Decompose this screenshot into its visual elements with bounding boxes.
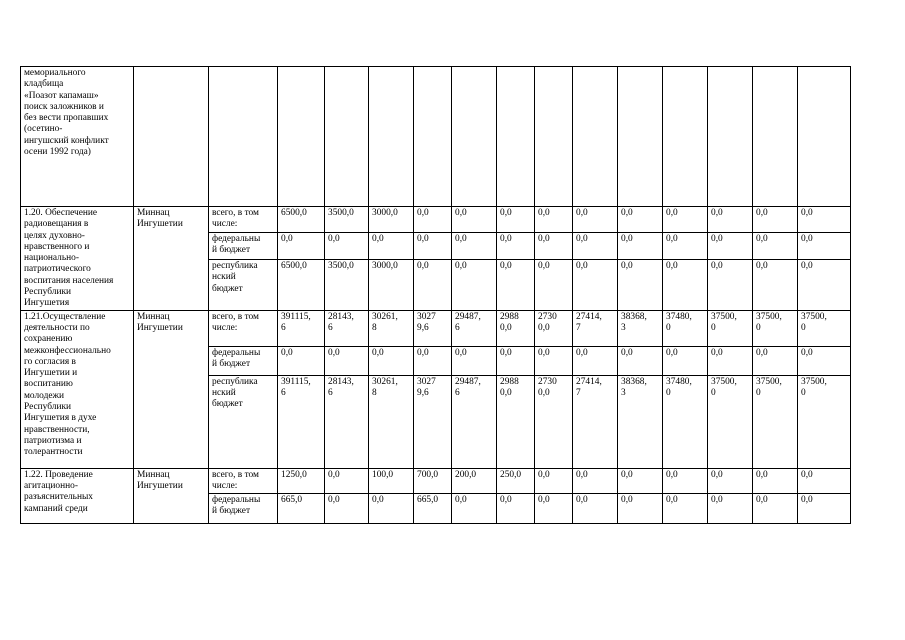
value-cell: 3500,0 — [325, 260, 369, 310]
budget-table — [20, 66, 851, 524]
value-cell: 0,0 — [535, 346, 573, 375]
executor-cell: Миннац Ингушетии — [134, 310, 209, 468]
value-cell: 29487, 6 — [452, 375, 497, 468]
value-cell: 29487, 6 — [452, 310, 497, 346]
value-cell — [369, 67, 414, 207]
value-cell: 28143, 6 — [325, 375, 369, 468]
value-cell: 0,0 — [369, 493, 414, 523]
table-row — [21, 207, 851, 233]
value-cell: 0,0 — [618, 493, 663, 523]
value-cell: 100,0 — [369, 468, 414, 493]
value-cell: 0,0 — [278, 346, 325, 375]
source-cell: республика нский бюджет — [209, 375, 278, 468]
value-cell: 0,0 — [497, 232, 535, 259]
executor-cell: Миннац Ингушетии — [134, 207, 209, 311]
value-cell: 665,0 — [414, 493, 452, 523]
measure-name-cell: 1.20. Обеспечение радиовещания в целях духовно- нравственного и национально- патриотического воспитания населения Республики Ингушетия — [21, 207, 134, 311]
source-cell: всего, в том числе: — [209, 468, 278, 493]
value-cell: 38368, 3 — [618, 375, 663, 468]
value-cell: 0,0 — [708, 260, 753, 310]
executor-cell — [134, 67, 209, 207]
table-row — [21, 468, 851, 493]
value-cell: 0,0 — [573, 468, 618, 493]
value-cell: 0,0 — [663, 346, 708, 375]
value-cell: 0,0 — [414, 207, 452, 233]
value-cell: 0,0 — [535, 207, 573, 233]
value-cell: 0,0 — [798, 207, 851, 233]
value-cell: 0,0 — [663, 468, 708, 493]
value-cell: 0,0 — [369, 346, 414, 375]
value-cell: 6500,0 — [278, 260, 325, 310]
source-cell: федеральны й бюджет — [209, 346, 278, 375]
value-cell: 37480, 0 — [663, 310, 708, 346]
value-cell — [573, 67, 618, 207]
source-cell — [209, 67, 278, 207]
value-cell: 3500,0 — [325, 207, 369, 233]
value-cell: 0,0 — [573, 493, 618, 523]
value-cell: 0,0 — [414, 346, 452, 375]
measure-name-cell: 1.22. Проведение агитационно- разъяснительных кампаний среди — [21, 468, 134, 523]
value-cell: 0,0 — [535, 260, 573, 310]
value-cell: 0,0 — [573, 207, 618, 233]
value-cell: 0,0 — [663, 260, 708, 310]
value-cell: 0,0 — [278, 232, 325, 259]
value-cell: 0,0 — [618, 207, 663, 233]
value-cell — [753, 67, 798, 207]
value-cell: 0,0 — [798, 232, 851, 259]
value-cell: 250,0 — [497, 468, 535, 493]
value-cell: 0,0 — [753, 346, 798, 375]
value-cell: 0,0 — [497, 260, 535, 310]
source-cell: республика нский бюджет — [209, 260, 278, 310]
value-cell: 0,0 — [452, 232, 497, 259]
value-cell: 0,0 — [573, 232, 618, 259]
value-cell: 665,0 — [278, 493, 325, 523]
value-cell: 0,0 — [325, 232, 369, 259]
value-cell: 38368, 3 — [618, 310, 663, 346]
value-cell: 37500, 0 — [753, 310, 798, 346]
value-cell: 0,0 — [618, 260, 663, 310]
value-cell: 0,0 — [535, 232, 573, 259]
value-cell: 30261, 8 — [369, 310, 414, 346]
value-cell: 37500, 0 — [798, 375, 851, 468]
value-cell: 0,0 — [452, 207, 497, 233]
value-cell: 0,0 — [708, 207, 753, 233]
value-cell: 0,0 — [663, 493, 708, 523]
source-cell: федеральны й бюджет — [209, 232, 278, 259]
value-cell: 0,0 — [753, 232, 798, 259]
value-cell: 0,0 — [798, 346, 851, 375]
value-cell: 0,0 — [573, 346, 618, 375]
value-cell: 0,0 — [618, 468, 663, 493]
value-cell: 0,0 — [452, 260, 497, 310]
value-cell — [663, 67, 708, 207]
value-cell: 0,0 — [325, 493, 369, 523]
value-cell: 0,0 — [798, 468, 851, 493]
value-cell: 6500,0 — [278, 207, 325, 233]
value-cell: 0,0 — [753, 468, 798, 493]
value-cell: 0,0 — [708, 232, 753, 259]
value-cell: 0,0 — [452, 493, 497, 523]
value-cell: 391115, 6 — [278, 375, 325, 468]
value-cell: 0,0 — [497, 493, 535, 523]
source-cell: федеральны й бюджет — [209, 493, 278, 523]
source-cell: всего, в том числе: — [209, 310, 278, 346]
value-cell: 3027 9,6 — [414, 375, 452, 468]
value-cell — [278, 67, 325, 207]
value-cell: 1250,0 — [278, 468, 325, 493]
value-cell: 3000,0 — [369, 207, 414, 233]
value-cell: 2988 0,0 — [497, 375, 535, 468]
value-cell: 37500, 0 — [708, 375, 753, 468]
value-cell: 28143, 6 — [325, 310, 369, 346]
value-cell: 0,0 — [753, 207, 798, 233]
value-cell: 0,0 — [618, 232, 663, 259]
value-cell: 27414, 7 — [573, 310, 618, 346]
value-cell: 37500, 0 — [798, 310, 851, 346]
value-cell: 0,0 — [618, 346, 663, 375]
value-cell: 0,0 — [798, 493, 851, 523]
value-cell: 0,0 — [708, 346, 753, 375]
value-cell: 0,0 — [708, 468, 753, 493]
value-cell: 30261, 8 — [369, 375, 414, 468]
value-cell: 0,0 — [414, 260, 452, 310]
value-cell: 0,0 — [663, 232, 708, 259]
value-cell: 27414, 7 — [573, 375, 618, 468]
value-cell: 0,0 — [535, 493, 573, 523]
value-cell: 2988 0,0 — [497, 310, 535, 346]
value-cell: 3000,0 — [369, 260, 414, 310]
value-cell: 391115, 6 — [278, 310, 325, 346]
value-cell: 0,0 — [663, 207, 708, 233]
table-row — [21, 310, 851, 346]
value-cell — [325, 67, 369, 207]
value-cell: 0,0 — [708, 493, 753, 523]
value-cell: 37500, 0 — [753, 375, 798, 468]
value-cell — [798, 67, 851, 207]
executor-cell: Миннац Ингушетии — [134, 468, 209, 523]
value-cell: 200,0 — [452, 468, 497, 493]
value-cell — [535, 67, 573, 207]
value-cell — [414, 67, 452, 207]
value-cell: 2730 0,0 — [535, 375, 573, 468]
table-row-continuation — [21, 67, 851, 207]
value-cell: 3027 9,6 — [414, 310, 452, 346]
value-cell: 0,0 — [753, 260, 798, 310]
value-cell: 0,0 — [325, 468, 369, 493]
value-cell: 2730 0,0 — [535, 310, 573, 346]
value-cell: 37500, 0 — [708, 310, 753, 346]
value-cell: 0,0 — [573, 260, 618, 310]
measure-name-cell: 1.21.Осуществление деятельности по сохранению межконфессионально го согласия в Ингушетии и воспитанию молодежи Республики Ингушетия в духе нравственности, патриотизма и толерантности — [21, 310, 134, 468]
value-cell — [708, 67, 753, 207]
value-cell: 0,0 — [497, 346, 535, 375]
measure-name-cell: мемориального кладбища «Поазот капамаш» поиск заложников и без вести пропавших (осетино- ингушский конфликт осени 1992 года) — [21, 67, 134, 207]
value-cell: 0,0 — [452, 346, 497, 375]
value-cell — [452, 67, 497, 207]
value-cell: 0,0 — [497, 207, 535, 233]
value-cell: 0,0 — [369, 232, 414, 259]
value-cell: 0,0 — [325, 346, 369, 375]
value-cell: 0,0 — [798, 260, 851, 310]
value-cell — [497, 67, 535, 207]
value-cell: 0,0 — [753, 493, 798, 523]
value-cell: 700,0 — [414, 468, 452, 493]
source-cell: всего, в том числе: — [209, 207, 278, 233]
value-cell: 37480, 0 — [663, 375, 708, 468]
value-cell — [618, 67, 663, 207]
value-cell: 0,0 — [414, 232, 452, 259]
value-cell: 0,0 — [535, 468, 573, 493]
